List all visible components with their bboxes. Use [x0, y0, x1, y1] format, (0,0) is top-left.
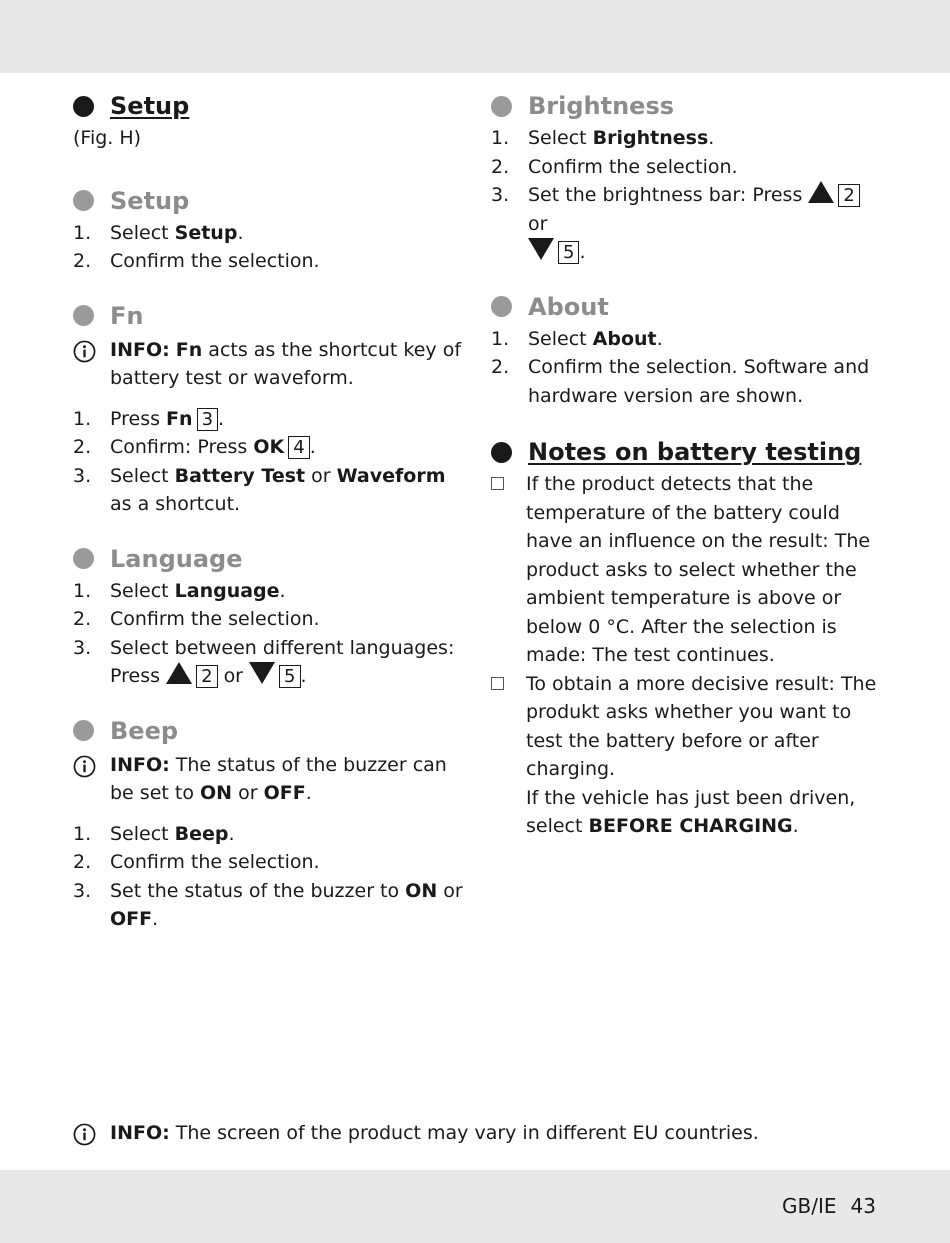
key-label: 2	[196, 665, 217, 688]
right-column	[491, 88, 881, 863]
list-item: 1. Press Fn 3 .	[73, 407, 225, 430]
page-number: 43	[850, 1194, 876, 1218]
list-item: 1. Select Language.	[73, 579, 286, 602]
circle-bullet-icon	[73, 720, 94, 741]
list-item: 2. Confirm the selection.	[73, 851, 320, 873]
info-circle-icon	[73, 751, 110, 808]
info-note-beep: INFO: The status of the buzzer can be set to ON or OFF.	[73, 751, 463, 808]
list-item: 2. Confirm the selection. Software and hardware version are shown.	[491, 356, 870, 407]
heading-language: Language	[73, 541, 463, 577]
key-label: 5	[558, 241, 579, 264]
notes-list	[491, 470, 881, 841]
heading-about: About	[491, 289, 881, 325]
heading-setup-main: Setup	[73, 88, 463, 124]
brightness-steps	[491, 124, 881, 267]
circle-bullet-icon	[73, 96, 94, 117]
info-note-bottom: INFO: The screen of the product may vary in different EU countries.	[73, 1119, 873, 1148]
page-footer	[768, 1194, 876, 1218]
list-item: 1. Select Brightness.	[491, 127, 715, 149]
section-setup	[73, 183, 463, 276]
heading-brightness: Brightness	[491, 88, 881, 124]
key-label: 5	[279, 665, 300, 688]
circle-bullet-icon	[491, 296, 512, 317]
list-item: 1. Select Beep.	[73, 822, 235, 845]
top-band	[0, 0, 950, 73]
list-item: If the product detects that the temperature of the battery could have an influence on the result: The product asks to select whether the ambient temperature is above or below 0 °C. After the selection is made: The test continues.	[491, 470, 881, 670]
section-about	[491, 289, 881, 411]
triangle-up-icon	[808, 181, 834, 203]
region-label: GB/IE	[782, 1194, 837, 1218]
section-beep	[73, 713, 463, 934]
key-label: 3	[197, 408, 218, 431]
heading-setup: Setup	[73, 183, 463, 219]
list-item: 2. Confirm the selection.	[491, 155, 738, 178]
language-steps	[73, 577, 463, 691]
triangle-down-icon	[528, 238, 554, 260]
list-item: 3. Select between different languages: Press 2 or 5 .	[73, 636, 455, 687]
checkbox-square-icon	[491, 470, 526, 670]
list-item: 2. Confirm the selection.	[73, 250, 320, 272]
triangle-up-icon	[166, 662, 192, 684]
heading-beep: Beep	[73, 713, 463, 749]
left-column	[73, 88, 463, 956]
list-item: 2. Confirm: Press OK 4 .	[73, 436, 316, 458]
circle-bullet-icon	[491, 96, 512, 117]
circle-bullet-icon	[73, 305, 94, 326]
section-brightness	[491, 88, 881, 267]
list-item: 1. Select About.	[491, 327, 663, 350]
info-circle-icon	[73, 336, 110, 393]
circle-bullet-icon	[491, 442, 512, 463]
section-fn	[73, 298, 463, 519]
section-notes-battery-testing	[491, 434, 881, 841]
key-label: 4	[288, 436, 309, 459]
triangle-down-icon	[249, 662, 275, 684]
list-item: 3. Set the status of the buzzer to ON or OFF.	[73, 879, 463, 930]
fn-steps	[73, 405, 463, 519]
circle-bullet-icon	[73, 548, 94, 569]
fig-reference: (Fig. H)	[73, 127, 142, 149]
section-setup-main	[73, 88, 463, 153]
list-item: 3. Set the brightness bar: Press 2 or 5 .	[491, 181, 881, 267]
circle-bullet-icon	[73, 190, 94, 211]
key-label: 2	[838, 184, 859, 207]
checkbox-square-icon	[491, 670, 526, 841]
list-item: 1. Select Setup.	[73, 221, 244, 244]
heading-fn: Fn	[73, 298, 463, 334]
beep-steps	[73, 820, 463, 934]
setup-steps	[73, 219, 463, 276]
info-circle-icon	[73, 1119, 110, 1148]
list-item: 2. Confirm the selection.	[73, 608, 320, 630]
heading-notes-battery-testing: Notes on battery testing	[491, 434, 881, 470]
list-item: 3. Select Battery Test or Waveform as a shortcut.	[73, 464, 446, 515]
list-item: To obtain a more decisive result: The produkt asks whether you want to test the battery before or after charging. If the vehicle has just been driven, select BEFORE CHARGING.	[491, 670, 881, 841]
section-language	[73, 541, 463, 691]
about-steps	[491, 325, 881, 411]
info-note-fn: INFO: Fn acts as the shortcut key of battery test or waveform.	[73, 336, 463, 393]
